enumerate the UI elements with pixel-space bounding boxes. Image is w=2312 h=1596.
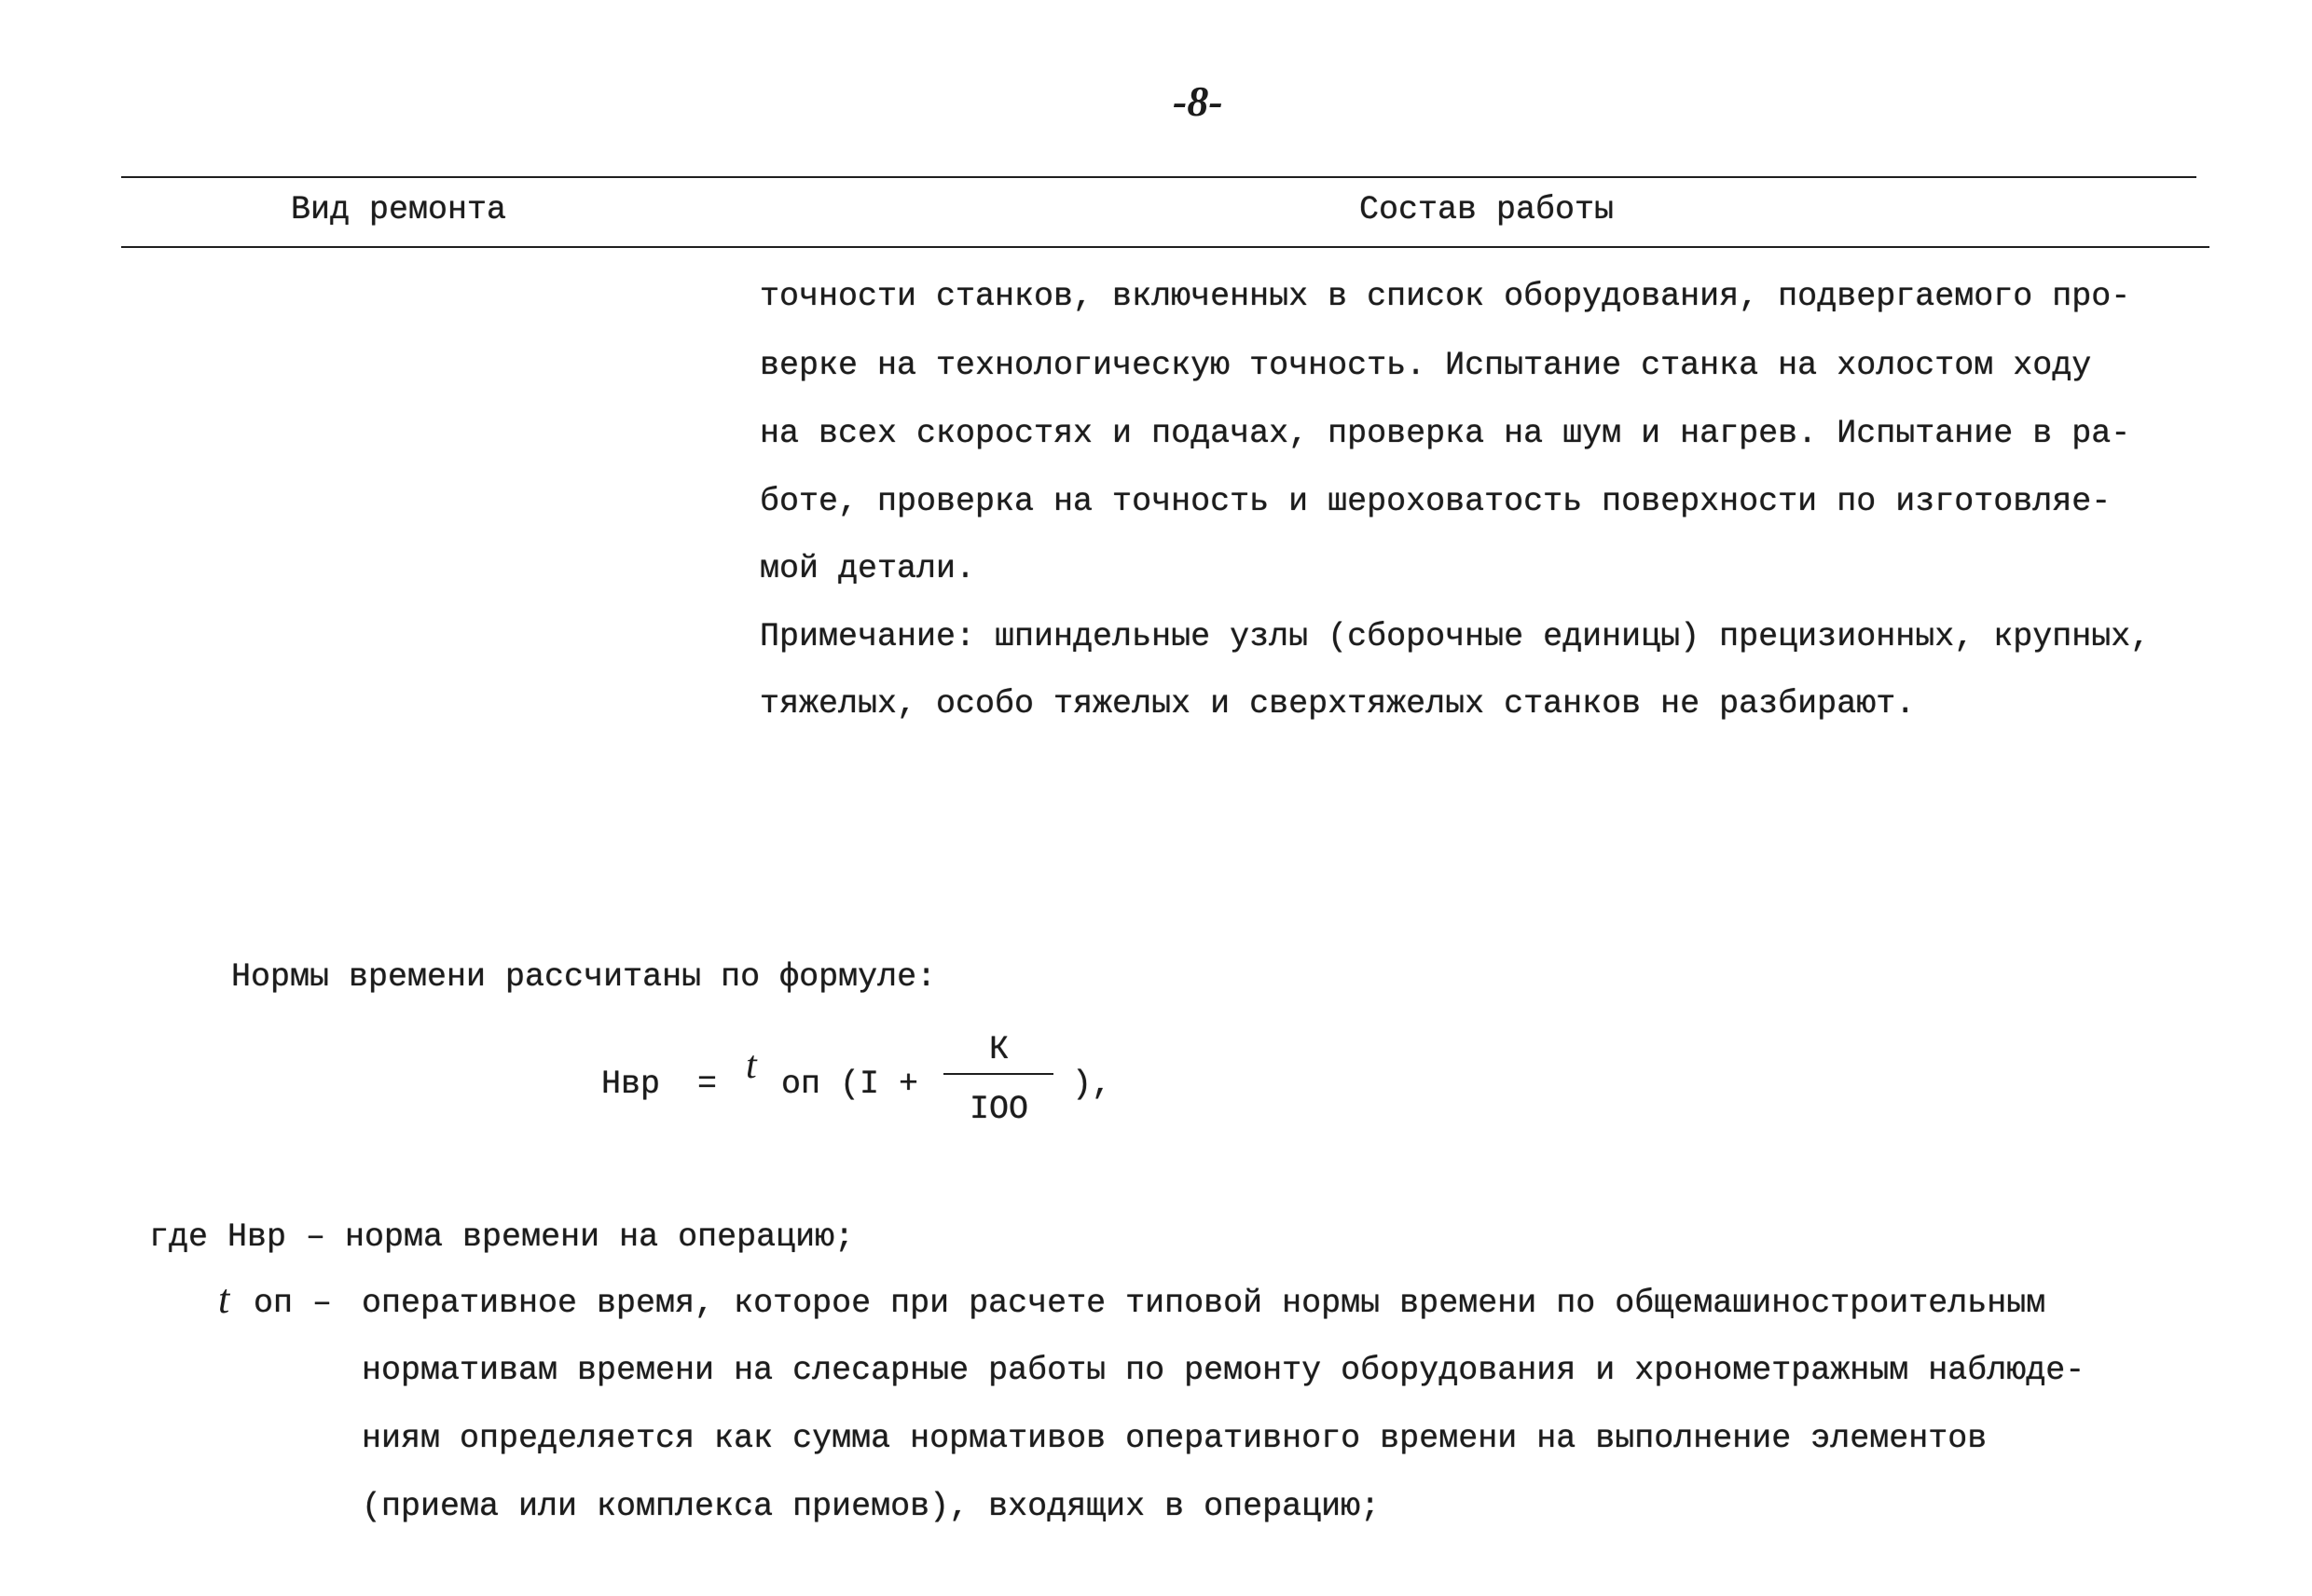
definition-line: оперативное время, которое при расчете типовой нормы времени по общемашиностроительным bbox=[362, 1285, 2046, 1322]
page-number: -8- bbox=[1173, 77, 1223, 125]
definition-t-symbol: t bbox=[218, 1276, 230, 1322]
definition-line: (приема или комплекса приемов), входящих в операцию; bbox=[362, 1488, 1381, 1525]
definition-line: нормативам времени на слесарные работы по ремонту оборудования и хронометражным наблюде- bbox=[362, 1352, 2085, 1389]
column-header-work-content: Состав работы bbox=[1359, 191, 1615, 228]
formula-lhs: Нвр bbox=[601, 1066, 661, 1103]
table-header-bottom-rule bbox=[121, 246, 2209, 248]
formula-op-open: оп (I + bbox=[781, 1066, 919, 1103]
column-header-repair-type: Вид ремонта bbox=[291, 191, 507, 228]
formula-t-symbol: t bbox=[746, 1044, 757, 1087]
definition-term-op: оп – bbox=[254, 1285, 333, 1322]
work-content-line: точности станков, включенных в список оборудования, подвергаемого про- bbox=[760, 278, 2131, 315]
formula-denominator: IOO bbox=[970, 1091, 1029, 1128]
work-content-line: боте, проверка на точность и шероховатость поверхности по изготовляе- bbox=[760, 483, 2112, 520]
definition-hvr: где Нвр – норма времени на операцию; bbox=[149, 1218, 855, 1256]
formula-numerator: К bbox=[989, 1031, 1010, 1068]
fraction-bar bbox=[943, 1073, 1053, 1075]
note-line: Примечание: шпиндельные узлы (сборочные единицы) прецизионных, крупных, bbox=[760, 618, 2151, 655]
note-line: тяжелых, особо тяжелых и сверхтяжелых станков не разбирают. bbox=[760, 685, 1916, 722]
table-header-top-rule bbox=[121, 176, 2196, 178]
definition-line: ниям определяется как сумма нормативов оперативного времени на выполнение элементов bbox=[362, 1420, 1988, 1457]
work-content-line: мой детали. bbox=[760, 550, 976, 587]
formula-equals: = bbox=[697, 1066, 718, 1103]
work-content-line: на всех скоростях и подачах, проверка на шум и нагрев. Испытание в ра- bbox=[760, 415, 2131, 452]
work-content-line: верке на технологическую точность. Испытание станка на холостом ходу bbox=[760, 347, 2092, 384]
formula-intro: Нормы времени рассчитаны по формуле: bbox=[231, 958, 937, 996]
formula-close: ), bbox=[1072, 1066, 1112, 1103]
